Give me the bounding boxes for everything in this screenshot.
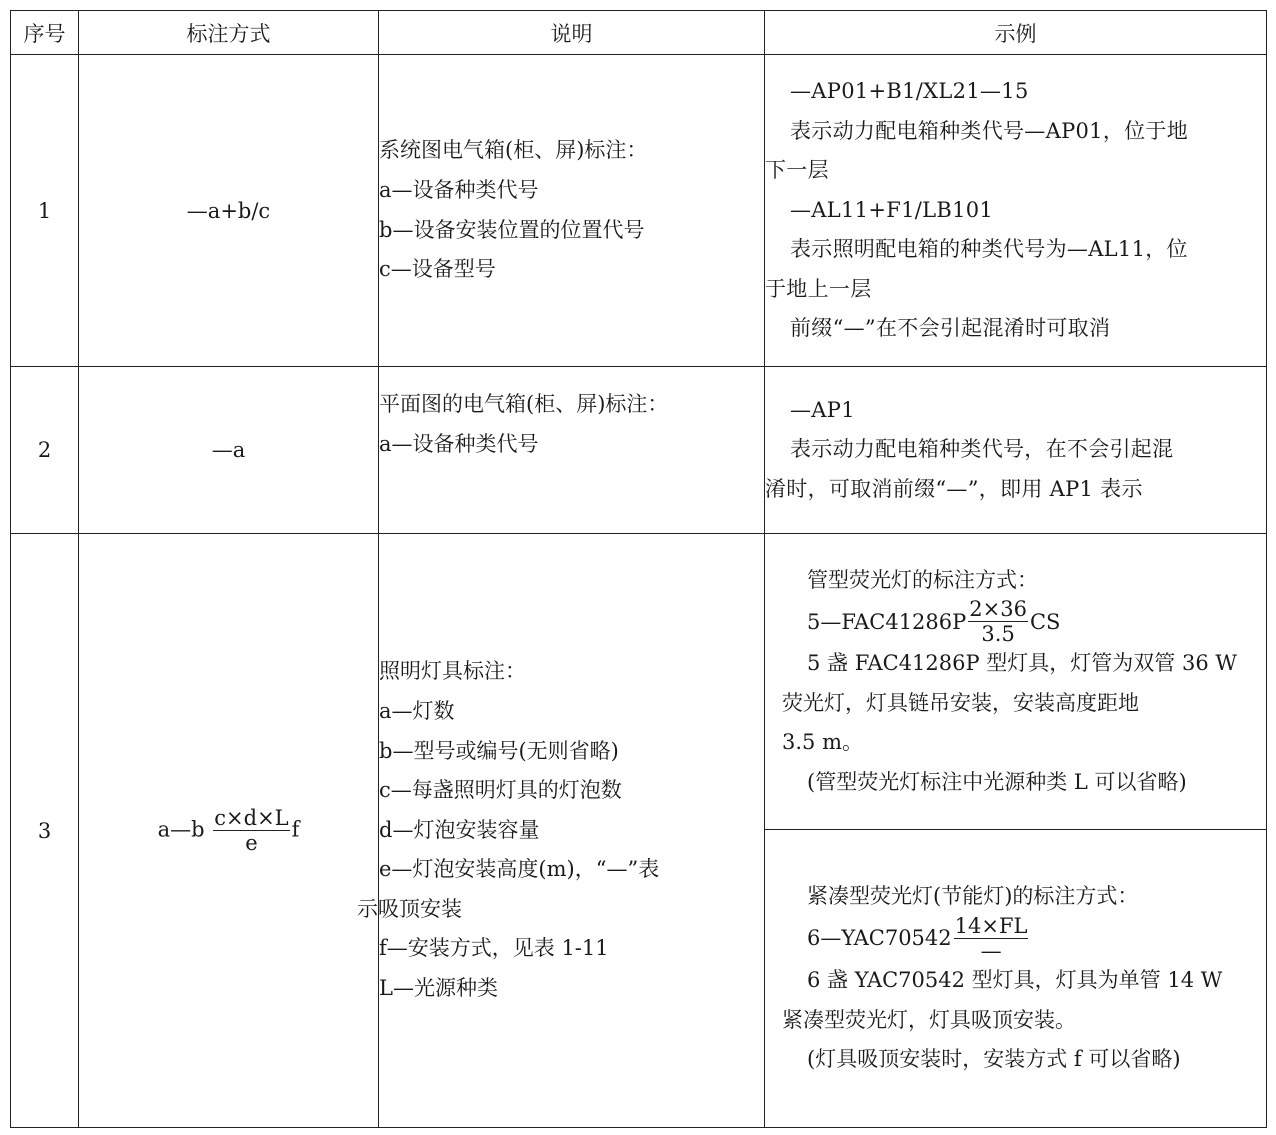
- header-format: 标注方式: [79, 11, 379, 55]
- example-line: 5 盏 FAC41286P 型灯具，灯管为双管 36 W: [807, 651, 1237, 676]
- row-num: 3: [11, 534, 79, 1128]
- example-line: 表示动力配电箱种类代号，在不会引起混: [790, 437, 1174, 462]
- row-example: [765, 534, 1267, 1128]
- header-desc: 说明: [379, 11, 765, 55]
- desc-item: 示吸顶安装: [357, 896, 462, 921]
- row-format: —a: [79, 367, 379, 534]
- example-line: —AL11+F1/LB101: [790, 197, 994, 222]
- row-desc: [379, 367, 765, 534]
- formula-fraction: [954, 913, 1029, 963]
- example-line: 前缀“—”在不会引起混淆时可取消: [790, 316, 1111, 341]
- format-numerator: c×d×L: [214, 805, 289, 830]
- example-line: 于地上一层: [765, 276, 872, 301]
- example-line: 3.5 m。: [782, 730, 863, 755]
- row-example: [765, 367, 1267, 534]
- formula-fraction: [968, 599, 1028, 645]
- row-format: [79, 534, 379, 1128]
- example-line: 紧凑型荧光灯，灯具吸顶安装。: [782, 1007, 1076, 1032]
- table-row: [11, 534, 1267, 1128]
- desc-item: c—设备型号: [379, 257, 496, 282]
- row-format: —a+b/c: [79, 55, 379, 367]
- example-title: 管型荧光灯的标注方式：: [807, 567, 1038, 592]
- example-line: 淆时，可取消前缀“—”，即用 AP1 表示: [765, 476, 1143, 501]
- formula-prefix: 6—YAC70542: [807, 926, 952, 951]
- header-row: [11, 11, 1267, 55]
- formula-suffix: CS: [1029, 609, 1061, 634]
- desc-item: e—灯泡安装高度(m)，“—”表: [379, 857, 660, 882]
- example-tube-fluorescent: [765, 534, 1266, 830]
- format-denominator: e: [245, 830, 258, 855]
- formula-numerator: 2×36: [969, 597, 1027, 622]
- desc-item: a—设备种类代号: [379, 431, 539, 456]
- notation-table: [10, 10, 1267, 1128]
- formula-prefix: 5—FAC41286P: [807, 609, 967, 634]
- desc-item: c—每盏照明灯具的灯泡数: [379, 778, 622, 803]
- example-formula: [782, 597, 1252, 647]
- desc-item: f—安装方式，见表 1-11: [379, 936, 609, 961]
- table-row: [11, 367, 1267, 534]
- format-fraction: [213, 805, 289, 855]
- desc-item: a—设备种类代号: [379, 177, 539, 202]
- desc-item: b—型号或编号(无则省略): [379, 738, 619, 763]
- format-suffix: f: [291, 817, 300, 841]
- header-example: 示例: [765, 11, 1267, 55]
- row-num: 1: [11, 55, 79, 367]
- header-num: 序号: [11, 11, 79, 55]
- example-title: 紧凑型荧光灯(节能灯)的标注方式：: [807, 884, 1139, 909]
- example-line: 表示照明配电箱的种类代号为—AL11，位: [790, 237, 1188, 262]
- format-prefix: a—b: [157, 817, 205, 841]
- desc-item: a—灯数: [379, 698, 455, 723]
- desc-item: L—光源种类: [379, 976, 498, 1001]
- example-formula: [782, 913, 1252, 963]
- table-row: [11, 55, 1267, 367]
- desc-item: d—灯泡安装容量: [379, 817, 540, 842]
- example-line: 荧光灯，灯具链吊安装，安装高度距地: [782, 690, 1139, 715]
- formula-numerator: 14×FL: [954, 913, 1028, 938]
- row-num: 2: [11, 367, 79, 534]
- example-line: 6 盏 YAC70542 型灯具，灯具为单管 14 W: [807, 967, 1223, 992]
- formula-denominator: —: [980, 938, 1002, 963]
- example-compact-fluorescent: [765, 830, 1266, 1127]
- example-line: 下一层: [765, 158, 829, 183]
- row-desc: [357, 534, 765, 1128]
- desc-title: 照明灯具标注：: [379, 659, 526, 684]
- example-line: (灯具吸顶安装时，安装方式 f 可以省略): [807, 1047, 1181, 1072]
- desc-item: b—设备安装位置的位置代号: [379, 217, 645, 242]
- row-example: [765, 55, 1267, 367]
- desc-title: 系统图电气箱(柜、屏)标注：: [379, 138, 648, 163]
- row-desc: [379, 55, 765, 367]
- example-line: —AP1: [790, 397, 855, 422]
- example-line: (管型荧光灯标注中光源种类 L 可以省略): [807, 769, 1187, 794]
- example-line: —AP01+B1/XL21—15: [790, 78, 1029, 103]
- example-line: 表示动力配电箱种类代号—AP01，位于地: [790, 118, 1189, 143]
- formula-denominator: 3.5: [981, 622, 1015, 647]
- desc-title: 平面图的电气箱(柜、屏)标注：: [379, 392, 669, 416]
